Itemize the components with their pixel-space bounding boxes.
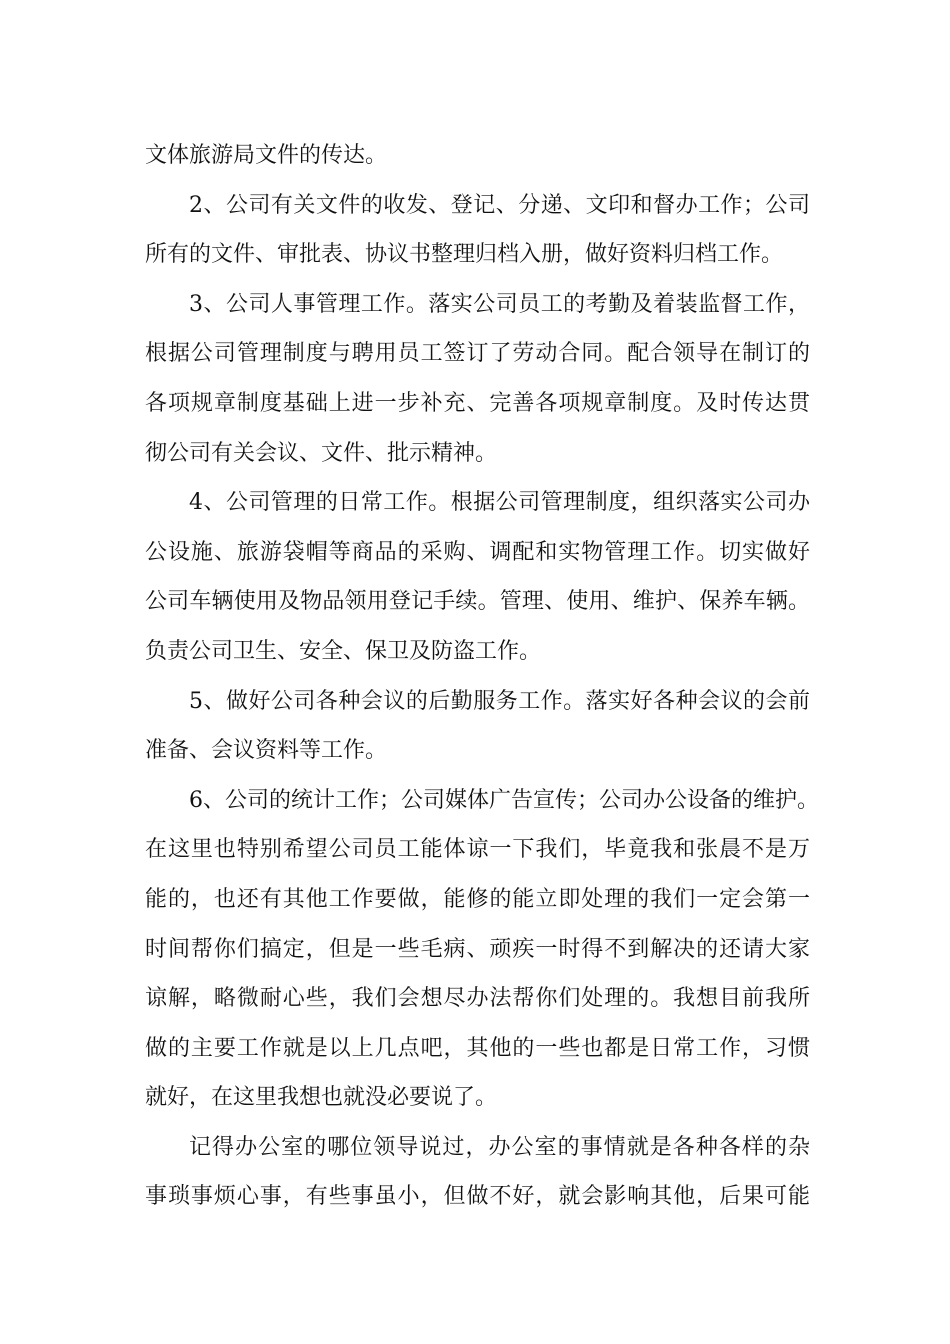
text-line: 准备、会议资料等工作。 [145,738,388,764]
text-line: 负责公司卫生、安全、保卫及防盗工作。 [145,638,542,664]
text-line: 谅解，略微耐心些，我们会想尽办法帮你们处理的。我想目前我所 [145,986,810,1012]
text-line: 根据公司管理制度与聘用员工签订了劳动合同。配合领导在制订的 [145,341,810,367]
text-line: 5、做好公司各种会议的后勤服务工作。落实好各种会议的会前 [189,688,810,714]
text-line: 所有的文件、审批表、协议书整理归档入册，做好资料归档工作。 [145,242,784,268]
text-line: 彻公司有关会议、文件、批示精神。 [145,440,498,466]
text-line: 时间帮你们搞定，但是一些毛病、顽疾一时得不到解决的还请大家 [145,936,810,962]
text-line: 做的主要工作就是以上几点吧，其他的一些也都是日常工作，习惯 [145,1035,810,1061]
text-line: 4、公司管理的日常工作。根据公司管理制度，组织落实公司办 [189,490,810,516]
text-line: 6、公司的统计工作；公司媒体广告宣传；公司办公设备的维护。 [189,787,819,813]
text-line: 文体旅游局文件的传达。 [145,143,388,168]
text-line: 3、公司人事管理工作。落实公司员工的考勤及着装监督工作， [189,291,810,317]
document-body [145,131,819,1222]
text-line: 公司车辆使用及物品领用登记手续。管理、使用、维护、保养车辆。 [145,589,810,615]
text-line: 公设施、旅游袋帽等商品的采购、调配和实物管理工作。切实做好 [145,539,810,565]
text-line: 事琐事烦心事，有些事虽小，但做不好，就会影响其他，后果可能 [145,1184,810,1210]
text-line: 各项规章制度基础上进一步补充、完善各项规章制度。及时传达贯 [145,390,810,416]
text-line: 记得办公室的哪位领导说过，办公室的事情就是各种各样的杂 [189,1134,810,1160]
text-line: 2、公司有关文件的收发、登记、分递、文印和督办工作；公司 [189,192,810,218]
text-line: 在这里也特别希望公司员工能体谅一下我们，毕竟我和张晨不是万 [145,837,810,863]
text-line: 就好，在这里我想也就没必要说了。 [145,1085,498,1111]
text-line: 能的，也还有其他工作要做，能修的能立即处理的我们一定会第一 [145,886,810,912]
